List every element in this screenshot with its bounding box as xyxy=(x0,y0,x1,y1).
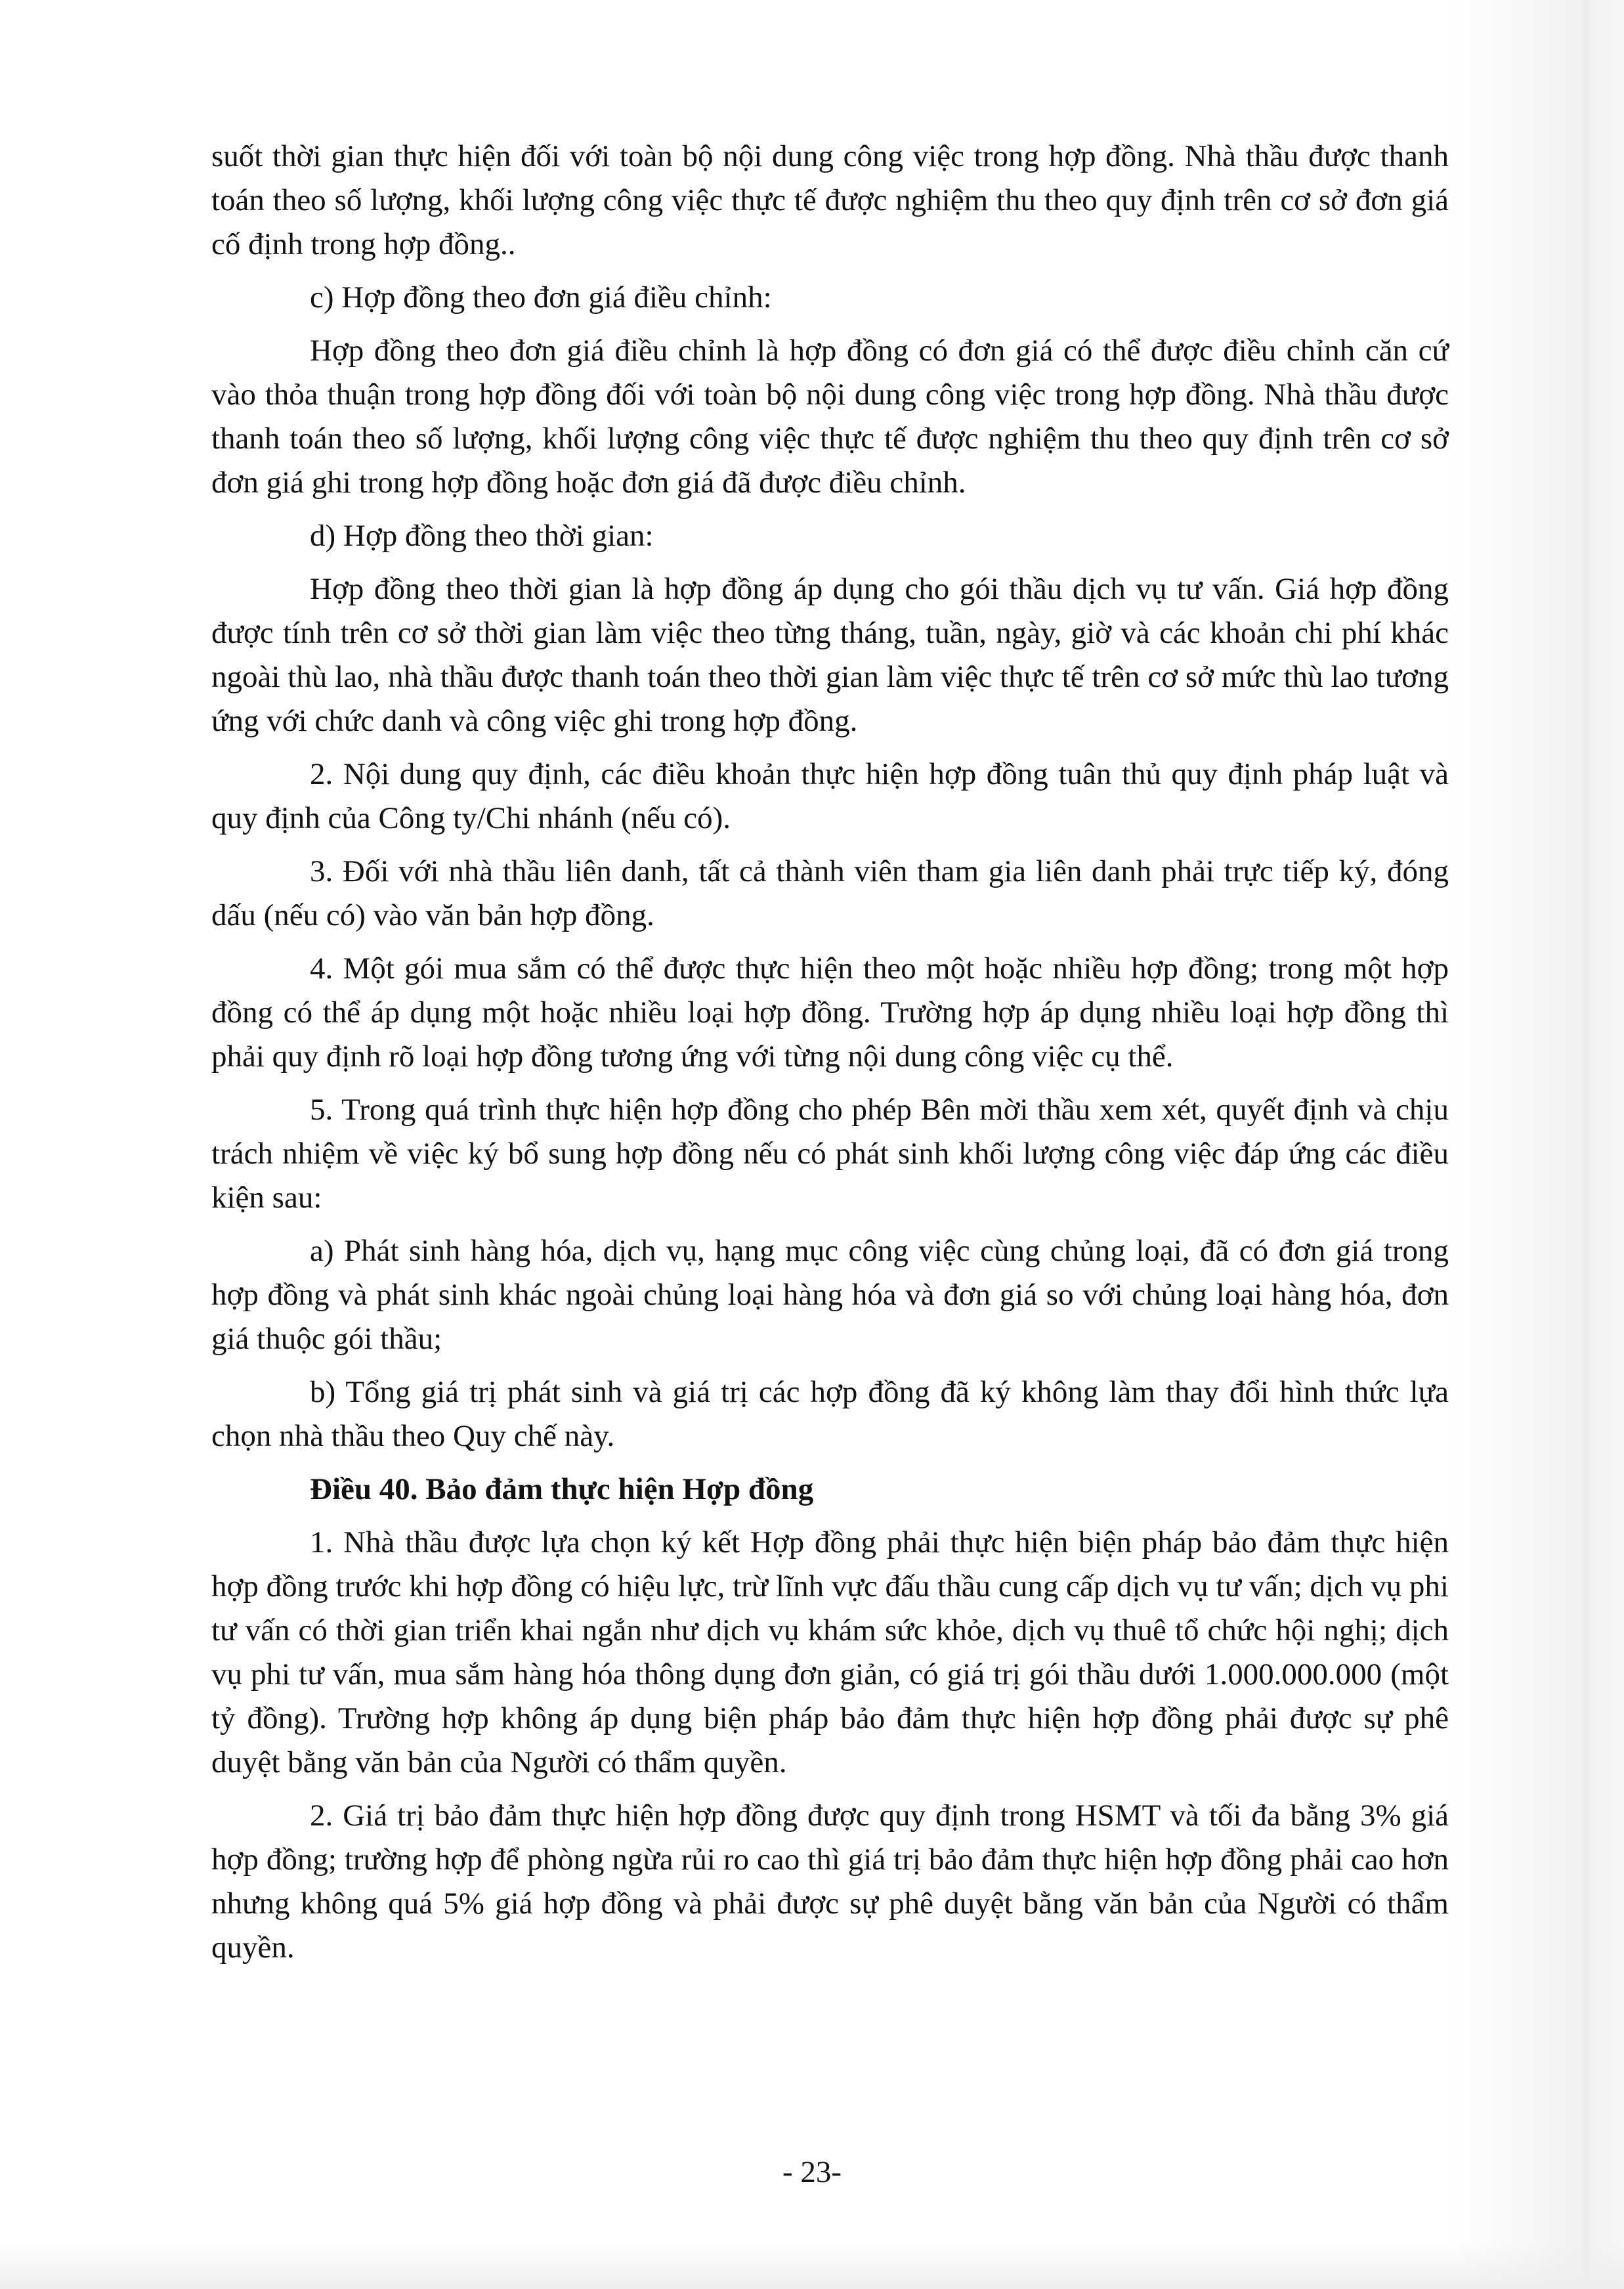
clause-5: 5. Trong quá trình thực hiện hợp đồng cho phép Bên mời thầu xem xét, quyết định và chịu trách nhiệm về việc ký bổ sung hợp đồng nếu có phát sinh khối lượng công việc đáp ứng các điều kiện sau: xyxy=(211,1093,1449,1215)
item-d-heading: d) Hợp đồng theo thời gian: xyxy=(310,519,654,553)
scan-edge-shadow xyxy=(1447,0,1624,2289)
paragraph-continuation: suốt thời gian thực hiện đối với toàn bộ nội dung công việc trong hợp đồng. Nhà thầu được thanh toán theo số lượng, khối lượng công việc thực tế được nghiệm thu theo quy định trên cơ sở đơn giá cố định trong hợp đồng.. xyxy=(211,139,1449,261)
clause-5-item-a: a) Phát sinh hàng hóa, dịch vụ, hạng mục công việc cùng chủng loại, đã có đơn giá trong hợp đồng và phát sinh khác ngoài chủng loại hàng hóa và đơn giá so với chủng loại hàng hóa, đơn giá thuộc gói thầu; xyxy=(211,1234,1449,1356)
clause-3: 3. Đối với nhà thầu liên danh, tất cả thành viên tham gia liên danh phải trực tiếp ký, đóng dấu (nếu có) vào văn bản hợp đồng. xyxy=(211,854,1449,932)
article-40-clause-2: 2. Giá trị bảo đảm thực hiện hợp đồng được quy định trong HSMT và tối đa bằng 3% giá hợp đồng; trường hợp để phòng ngừa rủi ro cao thì giá trị bảo đảm thực hiện hợp đồng phải cao hơn nhưng không quá 5% giá hợp đồng và phải được sự phê duyệt bằng văn bản của Người có thẩm quyền. xyxy=(211,1798,1449,1965)
clause-5-item-b: b) Tổng giá trị phát sinh và giá trị các hợp đồng đã ký không làm thay đổi hình thức lựa chọn nhà thầu theo Quy chế này. xyxy=(211,1375,1449,1453)
clause-2: 2. Nội dung quy định, các điều khoản thực hiện hợp đồng tuân thủ quy định pháp luật và quy định của Công ty/Chi nhánh (nếu có). xyxy=(211,757,1449,835)
paragraph-adjusted-unit-price: Hợp đồng theo đơn giá điều chỉnh là hợp đồng có đơn giá có thể được điều chỉnh căn cứ vào thỏa thuận trong hợp đồng đối với toàn bộ nội dung công việc trong hợp đồng. Nhà thầu được thanh toán theo số lượng, khối lượng công việc thực tế được nghiệm thu theo quy định trên cơ sở đơn giá ghi trong hợp đồng hoặc đơn giá đã được điều chỉnh. xyxy=(211,334,1449,500)
article-40-clause-1: 1. Nhà thầu được lựa chọn ký kết Hợp đồng phải thực hiện biện pháp bảo đảm thực hiện hợp đồng trước khi hợp đồng có hiệu lực, trừ lĩnh vực đấu thầu cung cấp dịch vụ tư vấn; dịch vụ phi tư vấn có thời gian triển khai ngắn như dịch vụ khám sức khỏe, dịch vụ thuê tổ chức hội nghị; dịch vụ phi tư vấn, mua sắm hàng hóa thông dụng đơn giản, có giá trị gói thầu dưới 1.000.000.000 (một tỷ đồng). Trường hợp không áp dụng biện pháp bảo đảm thực hiện hợp đồng phải được sự phê duyệt bằng văn bản của Người có thẩm quyền. xyxy=(211,1525,1449,1779)
scan-bottom-shadow xyxy=(0,2243,1624,2289)
document-body xyxy=(211,135,1449,1979)
page-number: - 23- xyxy=(782,2155,842,2189)
clause-4: 4. Một gói mua sắm có thể được thực hiện theo một hoặc nhiều hợp đồng; trong một hợp đồng có thể áp dụng một hoặc nhiều loại hợp đồng. Trường hợp áp dụng nhiều loại hợp đồng thì phải quy định rõ loại hợp đồng tương ứng với từng nội dung công việc cụ thể. xyxy=(211,951,1449,1074)
paragraph-time-based-contract: Hợp đồng theo thời gian là hợp đồng áp dụng cho gói thầu dịch vụ tư vấn. Giá hợp đồng được tính trên cơ sở thời gian làm việc theo từng tháng, tuần, ngày, giờ và các khoản chi phí khác ngoài thù lao, nhà thầu được thanh toán theo thời gian làm việc thực tế trên cơ sở mức thù lao tương ứng với chức danh và công việc ghi trong hợp đồng. xyxy=(211,572,1449,738)
article-40-heading: Điều 40. Bảo đảm thực hiện Hợp đồng xyxy=(310,1472,814,1506)
item-c-heading: c) Hợp đồng theo đơn giá điều chỉnh: xyxy=(310,280,772,315)
